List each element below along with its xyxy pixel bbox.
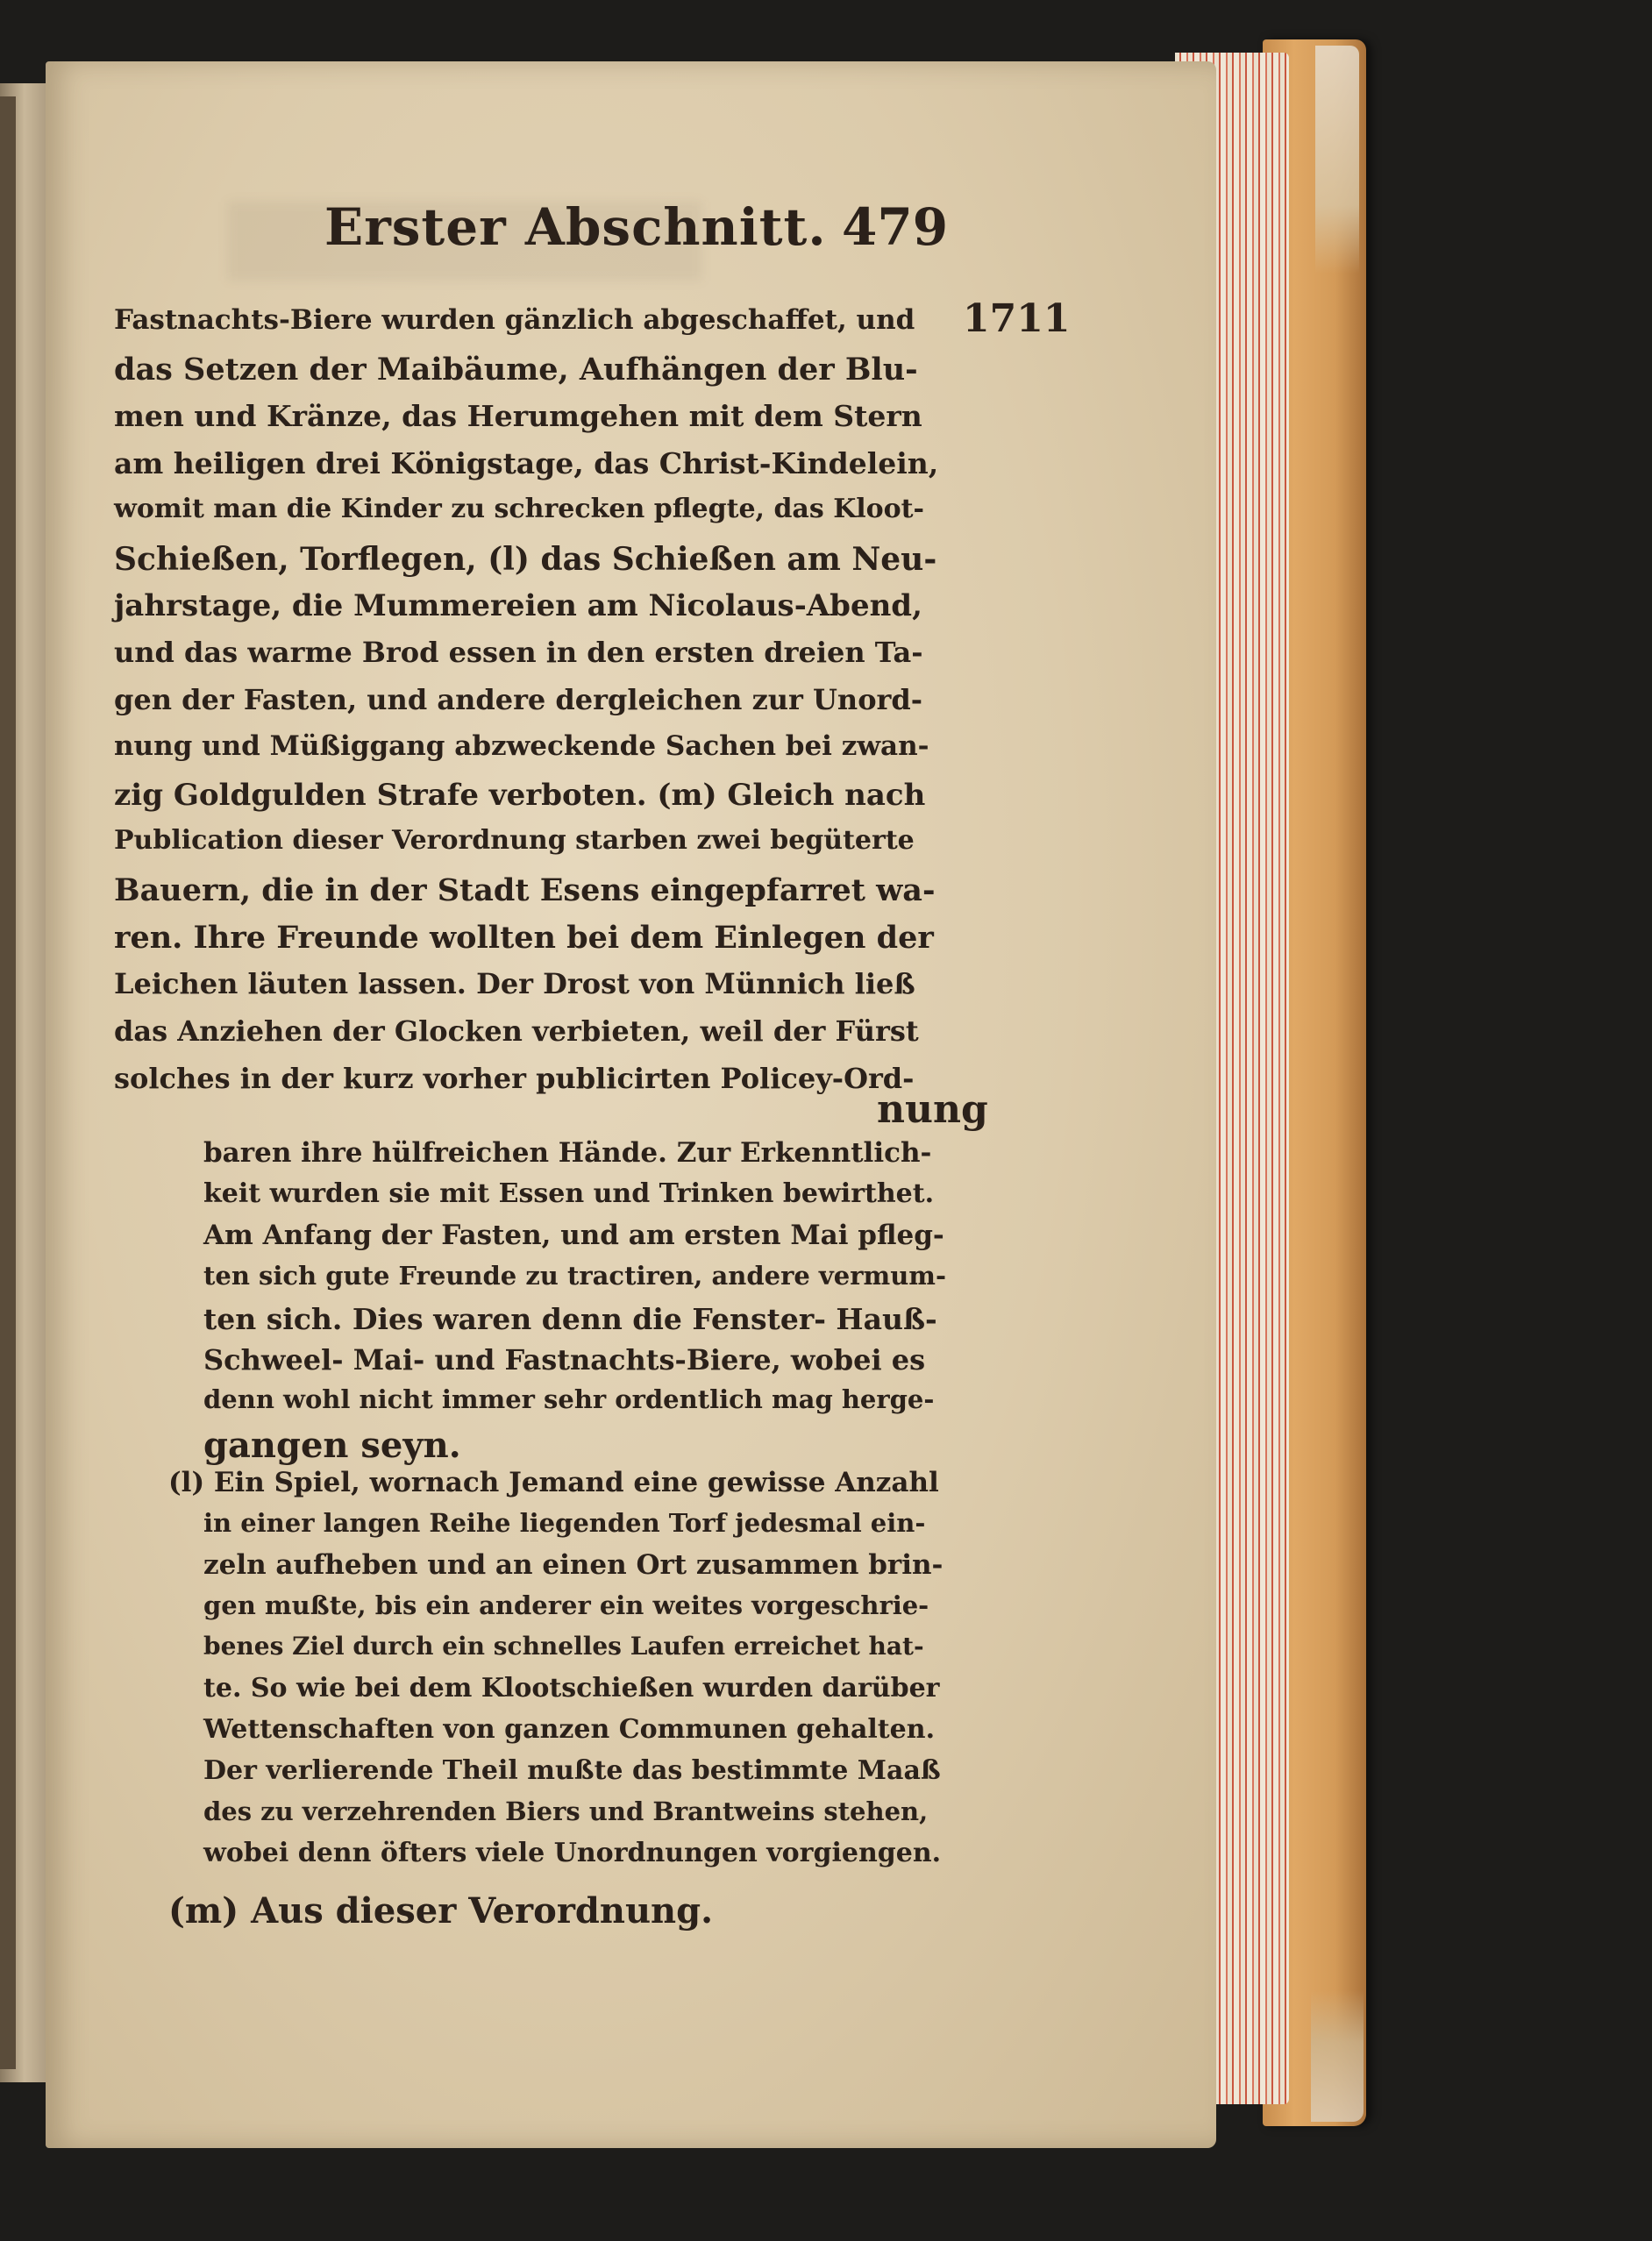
footnote-line: zeln aufheben und an einen Ort zusammen brin- bbox=[203, 1549, 943, 1581]
footnote-line: gen mußte, bis ein anderer ein weites vorgeschrie- bbox=[203, 1590, 929, 1620]
footnote-line: Wettenschaften von ganzen Communen gehalten. bbox=[203, 1714, 936, 1745]
text-line: solches in der kurz vorher publicirten Policey-Ord- bbox=[114, 1062, 915, 1095]
footnote-line: baren ihre hülfreichen Hände. Zur Erkenntlich- bbox=[203, 1137, 932, 1169]
binding-shadow bbox=[0, 96, 16, 2069]
text-line: das Anziehen der Glocken verbieten, weil der Fürst bbox=[114, 1014, 919, 1048]
footnote-line: te. So wie bei dem Klootschießen wurden darüber bbox=[203, 1673, 940, 1704]
footnote-line: ten sich. Dies waren denn die Fenster- Hauß- bbox=[203, 1302, 937, 1336]
text-line: jahrstage, die Mummereien am Nicolaus-Abend, bbox=[114, 588, 922, 623]
page-number: 479 bbox=[842, 197, 949, 257]
footnote-line: (l) Ein Spiel, wornach Jemand eine gewisse Anzahl bbox=[168, 1467, 939, 1498]
text-line: Publication dieser Verordnung starben zwei begüterte bbox=[114, 825, 915, 856]
text-line: Schießen, Torflegen, (l) das Schießen am Neu- bbox=[114, 541, 937, 578]
cover-wear-bottom bbox=[1311, 1990, 1364, 2122]
footnote-line: des zu verzehrenden Biers und Brantweins stehen, bbox=[203, 1796, 929, 1826]
text-line: Bauern, die in der Stadt Esens eingepfarret wa- bbox=[114, 872, 936, 908]
text-line: Fastnachts-Biere wurden gänzlich abgeschaffet, und bbox=[114, 304, 915, 336]
footnote-line: ten sich gute Freunde zu tractiren, andere vermum- bbox=[203, 1261, 947, 1291]
margin-year: 1711 bbox=[963, 296, 1071, 341]
text-line: ren. Ihre Freunde wollten bei dem Einlegen der bbox=[114, 920, 934, 956]
text-line: zig Goldgulden Strafe verboten. (m) Gleich nach bbox=[114, 778, 926, 813]
cover-wear-top bbox=[1315, 46, 1359, 274]
text-line: nung und Müßiggang abzweckende Sachen bei zwan- bbox=[114, 730, 929, 762]
text-line: womit man die Kinder zu schrecken pflegte, das Kloot- bbox=[114, 494, 924, 524]
footnote-line: in einer langen Reihe liegenden Torf jedesmal ein- bbox=[203, 1508, 926, 1538]
text-line: am heiligen drei Königstage, das Christ-Kindelein, bbox=[114, 446, 939, 480]
text-line: men und Kränze, das Herumgehen mit dem Stern bbox=[114, 399, 922, 433]
footnote-m: (m) Aus dieser Verordnung. bbox=[168, 1890, 713, 1932]
footnote-line: keit wurden sie mit Essen und Trinken bewirthet. bbox=[203, 1178, 935, 1209]
footnote-line: benes Ziel durch ein schnelles Laufen erreichet hat- bbox=[203, 1632, 924, 1661]
text-line: und das warme Brod essen in den ersten dreien Ta- bbox=[114, 636, 923, 669]
text-line: Leichen läuten lassen. Der Drost von Münnich ließ bbox=[114, 967, 915, 1000]
text-line: gen der Fasten, und andere dergleichen zur Unord- bbox=[114, 683, 923, 716]
text-line: das Setzen der Maibäume, Aufhängen der Blu- bbox=[114, 352, 918, 388]
footnote-line: Der verlierende Theil mußte das bestimmte Maaß bbox=[203, 1755, 941, 1786]
footnote-line: denn wohl nicht immer sehr ordentlich mag herge- bbox=[203, 1384, 935, 1414]
running-header: Erster Abschnitt. bbox=[324, 197, 827, 257]
footnote-line: Schweel- Mai- und Fastnachts-Biere, wobei es bbox=[203, 1343, 926, 1377]
footnote-line: Am Anfang der Fasten, und am ersten Mai pfleg- bbox=[203, 1220, 944, 1251]
footnote-line: wobei denn öfters viele Unordnungen vorgiengen. bbox=[203, 1838, 942, 1868]
footnote-line: gangen seyn. bbox=[203, 1425, 461, 1466]
catchword: nung bbox=[877, 1087, 988, 1132]
